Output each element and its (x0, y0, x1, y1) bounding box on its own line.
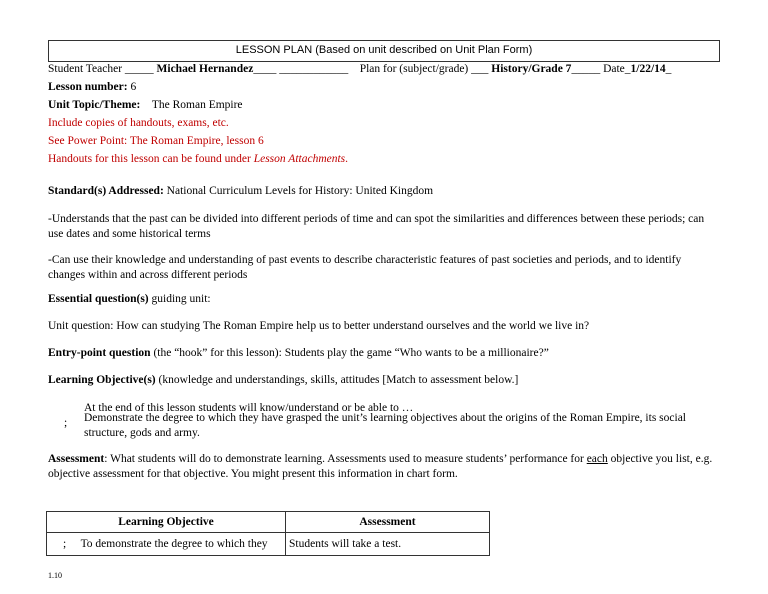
table-cell-assessment: Students will take a test. (286, 533, 490, 556)
lesson-date: 1/22/14 (630, 63, 666, 75)
unit-question: Unit question: How can studying The Roman Empire help us to better understand ourselves and the world we live in? (48, 320, 590, 332)
table-row (47, 533, 490, 556)
student-teacher-line (48, 63, 671, 75)
subject-blank: _____ Date_ (571, 63, 631, 75)
table-cell-objective (47, 533, 286, 556)
assessment-label: Assessment (48, 453, 105, 465)
plan-for-label: Plan for (subject/grade) ___ (359, 63, 489, 75)
page-title: LESSON PLAN (Based on unit described on Unit Plan Form) (235, 44, 533, 56)
objectives-intro: At the end of this lesson students will know/understand or be able to … (84, 402, 414, 414)
objective-bullet: ; (64, 417, 68, 429)
page-number: 1.10 (48, 571, 62, 580)
entry-point-text: (the “hook” for this lesson): Students play the game “Who wants to be a millionaire?” (153, 347, 549, 359)
student-teacher-label: Student Teacher _____ (48, 63, 154, 75)
header-box (48, 40, 720, 62)
objectives-label: Learning Objective(s) (48, 374, 156, 386)
essential-question-line (48, 293, 211, 305)
teacher-name: Michael Hernandez (156, 63, 254, 75)
note-attachments-prefix: Handouts for this lesson can be found under (48, 153, 254, 165)
assessment-text-before: : What students will do to demonstrate learning. Assessments used to measure students’ performance for (104, 453, 587, 465)
learning-objectives-line (48, 374, 518, 386)
note-handouts: Include copies of handouts, exams, etc. (48, 117, 229, 129)
assessment-text-after: objective you list, e.g. objective assessment for that objective. You might present this information in chart form. (48, 453, 713, 480)
assessment-paragraph (48, 452, 718, 482)
standards-label: Standard(s) Addressed: (48, 185, 164, 197)
entry-point-label: Entry-point question (48, 347, 151, 359)
table-row-bullet: ; (63, 538, 67, 550)
standard-item-1: -Understands that the past can be divided into different periods of time and can spot the similarities and differences between these periods; can use dates and some historical terms (48, 213, 705, 240)
date-tail: _ (665, 63, 672, 75)
standard-item-2: -Can use their knowledge and understanding of past events to describe characteristic features of past societies and periods, and to identify changes within and across different periods (48, 254, 682, 281)
lesson-number-label: Lesson number: (48, 81, 128, 93)
objectives-text: (knowledge and understandings, skills, attitudes [Match to assessment below.] (158, 374, 519, 386)
note-attachments (48, 153, 348, 165)
unit-topic-line (48, 99, 243, 111)
assessment-underlined: each (586, 453, 608, 465)
note-attachments-suffix: . (345, 153, 349, 165)
table-header-objective: Learning Objective (47, 512, 286, 533)
standards-text: National Curriculum Levels for History: United Kingdom (166, 185, 434, 197)
entry-point-line (48, 347, 549, 359)
lesson-number-line (48, 81, 136, 93)
table-objective-text: To demonstrate the degree to which they (80, 538, 268, 550)
teacher-blank: ____ ____________ (253, 63, 349, 75)
objectives-table (46, 511, 490, 556)
essential-label: Essential question(s) (48, 293, 149, 305)
unit-topic-label: Unit Topic/Theme: (48, 99, 141, 111)
subject-grade: History/Grade 7 (491, 63, 572, 75)
table-header-row (47, 512, 490, 533)
lesson-attachments-link[interactable]: Lesson Attachments (253, 153, 346, 165)
lesson-number: 6 (130, 81, 137, 93)
unit-topic: The Roman Empire (151, 99, 243, 111)
note-powerpoint: See Power Point: The Roman Empire, lesson 6 (48, 135, 264, 147)
table-header-assessment: Assessment (286, 512, 490, 533)
standards-line (48, 185, 433, 197)
objective-item-1: Demonstrate the degree to which they have grasped the unit’s learning objectives about the origins of the Roman Empire, its social structure, gods and army. (84, 412, 686, 439)
essential-text: guiding unit: (151, 293, 211, 305)
